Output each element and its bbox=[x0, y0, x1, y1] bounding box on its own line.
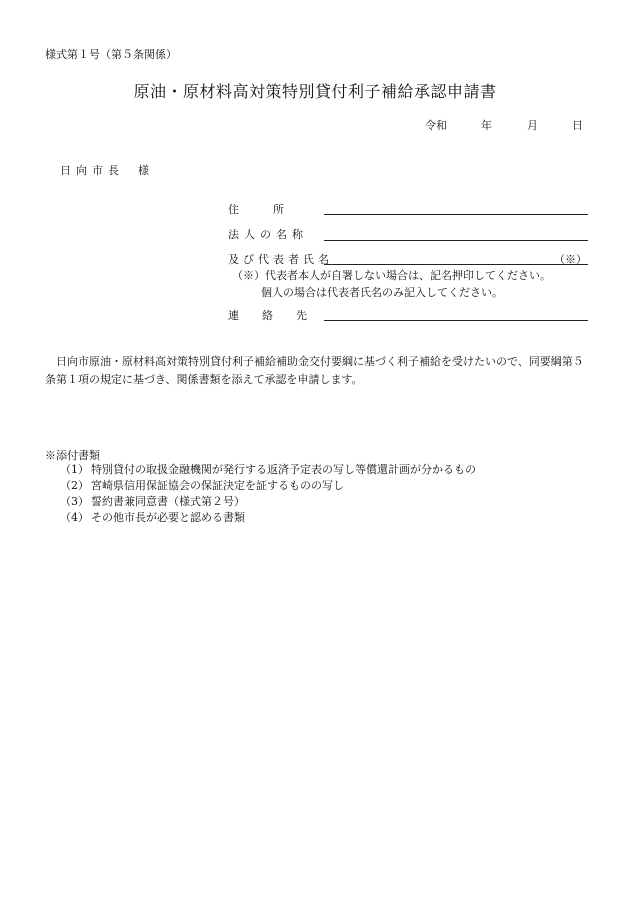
contact-label: 連絡先 bbox=[228, 309, 330, 322]
attachment-item bbox=[60, 494, 476, 510]
rep-name-label: 及び代表者氏名 bbox=[228, 253, 333, 266]
address-field-line[interactable] bbox=[324, 214, 588, 215]
signature-note-line1: （※）代表者本人が自署しない場合は、記名押印してください。 bbox=[232, 269, 551, 282]
attachment-number: （1） bbox=[60, 463, 89, 476]
date-day-label: 日 bbox=[572, 119, 583, 132]
address-label: 住所 bbox=[228, 203, 318, 216]
attachment-item bbox=[60, 478, 476, 494]
form-number: 様式第１号（第５条関係） bbox=[45, 48, 177, 61]
date-year-label: 年 bbox=[481, 119, 492, 132]
attachments-list bbox=[60, 462, 476, 526]
date-month-label: 月 bbox=[527, 119, 538, 132]
document-title: 原油・原材料高対策特別貸付利子補給承認申請書 bbox=[133, 82, 497, 101]
addressee-honorific: 様 bbox=[138, 164, 154, 177]
attachment-text: 誓約書兼同意書（様式第２号） bbox=[91, 495, 245, 508]
attachment-text: 宮崎県信用保証協会の保証決定を証するものの写し bbox=[91, 479, 344, 492]
attachment-number: （2） bbox=[60, 479, 89, 492]
corp-name-field-line[interactable] bbox=[324, 240, 588, 241]
attachments-heading: ※添付書類 bbox=[45, 449, 100, 462]
signature-note-line2: 個人の場合は代表者氏名のみ記入してください。 bbox=[261, 286, 503, 299]
application-statement: 日向市原油・原材料高対策特別貸付利子補給補助金交付要綱に基づく利子補給を受けたいので、同要綱第５条第１項の規定に基づき、関係書類を添えて承認を申請します。 bbox=[45, 355, 584, 386]
rep-name-mark: （※） bbox=[554, 253, 587, 266]
attachment-text: 特別貸付の取扱金融機関が発行する返済予定表の写し等償還計画が分かるもの bbox=[91, 463, 476, 476]
attachment-item bbox=[60, 462, 476, 478]
rep-name-field-line[interactable] bbox=[324, 264, 588, 265]
corp-name-label: 法人の名称 bbox=[228, 228, 308, 241]
addressee-name: 日向市長 bbox=[60, 164, 124, 177]
addressee bbox=[60, 162, 154, 178]
date-era: 令和 bbox=[425, 119, 447, 132]
contact-field-line[interactable] bbox=[324, 320, 588, 321]
attachment-number: （3） bbox=[60, 495, 89, 508]
attachment-text: その他市長が必要と認める書類 bbox=[91, 511, 245, 524]
attachment-number: （4） bbox=[60, 511, 89, 524]
attachment-item bbox=[60, 510, 476, 526]
